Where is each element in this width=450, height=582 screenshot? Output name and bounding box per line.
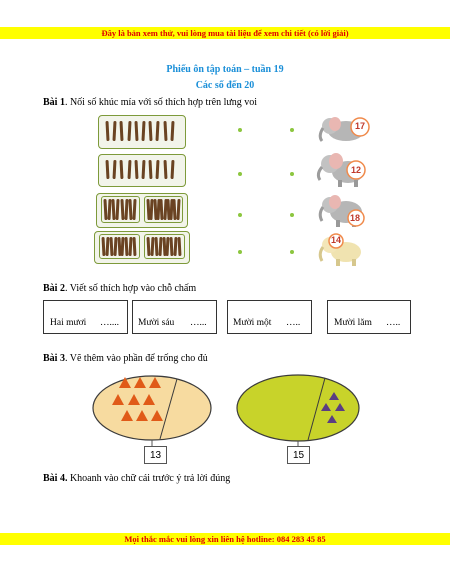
match-dot[interactable] <box>290 172 294 176</box>
sugarcane-bundle-row-3 <box>96 193 188 228</box>
sugarcane-stick <box>124 199 128 220</box>
number-word-box <box>43 300 128 334</box>
sugarcane-stick <box>113 160 117 179</box>
number-word-box <box>227 300 312 334</box>
sugarcane-stick <box>158 237 162 256</box>
sugarcane-bundle-row-2 <box>98 154 186 187</box>
number-word-box <box>327 300 411 334</box>
bai4-text: Khoanh vào chữ cái trước ý trả lời đúng <box>67 473 231 484</box>
answer-blank[interactable]: …... <box>190 318 207 328</box>
elephant-icon <box>314 150 374 188</box>
sugarcane-stick <box>106 160 110 179</box>
worksheet-title: Phiếu ôn tập toán – tuần 19 <box>166 64 284 75</box>
bai1-text: . Nối số khúc mía với số thích hợp trên lưng voi <box>64 97 258 108</box>
answer-blank[interactable]: ….. <box>386 318 401 328</box>
sugarcane-stick <box>134 121 138 141</box>
bai1-figure <box>92 110 377 270</box>
elephant-number: 12 <box>351 165 362 175</box>
sugarcane-stick <box>120 160 124 179</box>
elephant-number: 17 <box>355 121 366 131</box>
bai3-question <box>43 353 208 364</box>
sugarcane-stick <box>127 121 131 141</box>
bai4-label: Bài 4. <box>43 473 68 484</box>
sugarcane-stick <box>127 160 131 179</box>
bai4-question <box>43 473 230 484</box>
match-dot[interactable] <box>290 250 294 254</box>
number-word-label: Mười một <box>233 318 272 328</box>
sugarcane-stick <box>156 121 160 141</box>
sugarcane-stick <box>156 160 160 179</box>
number-word-label: Mười lăm <box>334 318 372 328</box>
match-dot[interactable] <box>238 172 242 176</box>
sugarcane-stick <box>170 121 174 141</box>
elephant-number: 18 <box>350 213 361 223</box>
sugarcane-stick <box>120 121 124 141</box>
elephant-icon <box>314 232 370 268</box>
elephant-number: 14 <box>331 235 342 245</box>
sugarcane-stick <box>134 160 138 179</box>
bai1-label: Bài 1 <box>43 97 65 108</box>
sugarcane-stick <box>170 160 174 179</box>
sugarcane-stick <box>149 121 153 141</box>
sugarcane-stick <box>163 160 167 179</box>
sugarcane-stick <box>142 160 146 179</box>
hotline-banner: Mọi thắc mắc vui lòng xin liên hệ hotline: 084 283 45 85 <box>0 533 450 545</box>
bai2-text: . Viết số thích hợp vào chỗ chấm <box>64 283 197 294</box>
sugarcane-stick <box>113 237 117 256</box>
bai2-question <box>43 283 196 294</box>
sugarcane-stick <box>120 199 124 220</box>
preview-banner: Đây là bản xem thử, vui lòng mua tài liệu để xem chi tiết (có lời giải) <box>0 27 450 39</box>
right-number-box: 15 <box>287 446 310 464</box>
answer-blank[interactable]: ….. <box>286 318 301 328</box>
bai3-label: Bài 3 <box>43 353 65 364</box>
sugarcane-stick <box>176 199 180 220</box>
match-dot[interactable] <box>238 213 242 217</box>
worksheet-subtitle: Các số đến 20 <box>195 80 255 91</box>
sugarcane-stick <box>113 121 117 141</box>
sugarcane-bundle-row-4 <box>94 231 190 264</box>
elephant-icon <box>316 192 372 228</box>
sugarcane-stick <box>149 160 153 179</box>
sugarcane-stick <box>163 121 167 141</box>
sugarcane-stick <box>141 121 145 141</box>
bai3-figure <box>90 368 370 468</box>
bai2-label: Bài 2 <box>43 283 65 294</box>
bai3-text: . Vẽ thêm vào phần để trống cho đủ <box>64 353 208 364</box>
number-word-label: Mười sáu <box>138 318 175 328</box>
left-number-box: 13 <box>144 446 167 464</box>
match-dot[interactable] <box>238 250 242 254</box>
sugarcane-bundle-row-1 <box>98 115 186 149</box>
match-dot[interactable] <box>238 128 242 132</box>
match-dot[interactable] <box>290 213 294 217</box>
answer-blank[interactable]: ….... <box>100 318 119 328</box>
bai1-question <box>43 97 257 108</box>
sugarcane-stick <box>105 121 109 141</box>
match-dot[interactable] <box>290 128 294 132</box>
number-word-label: Hai mươi <box>50 318 87 328</box>
number-word-box <box>132 300 217 334</box>
